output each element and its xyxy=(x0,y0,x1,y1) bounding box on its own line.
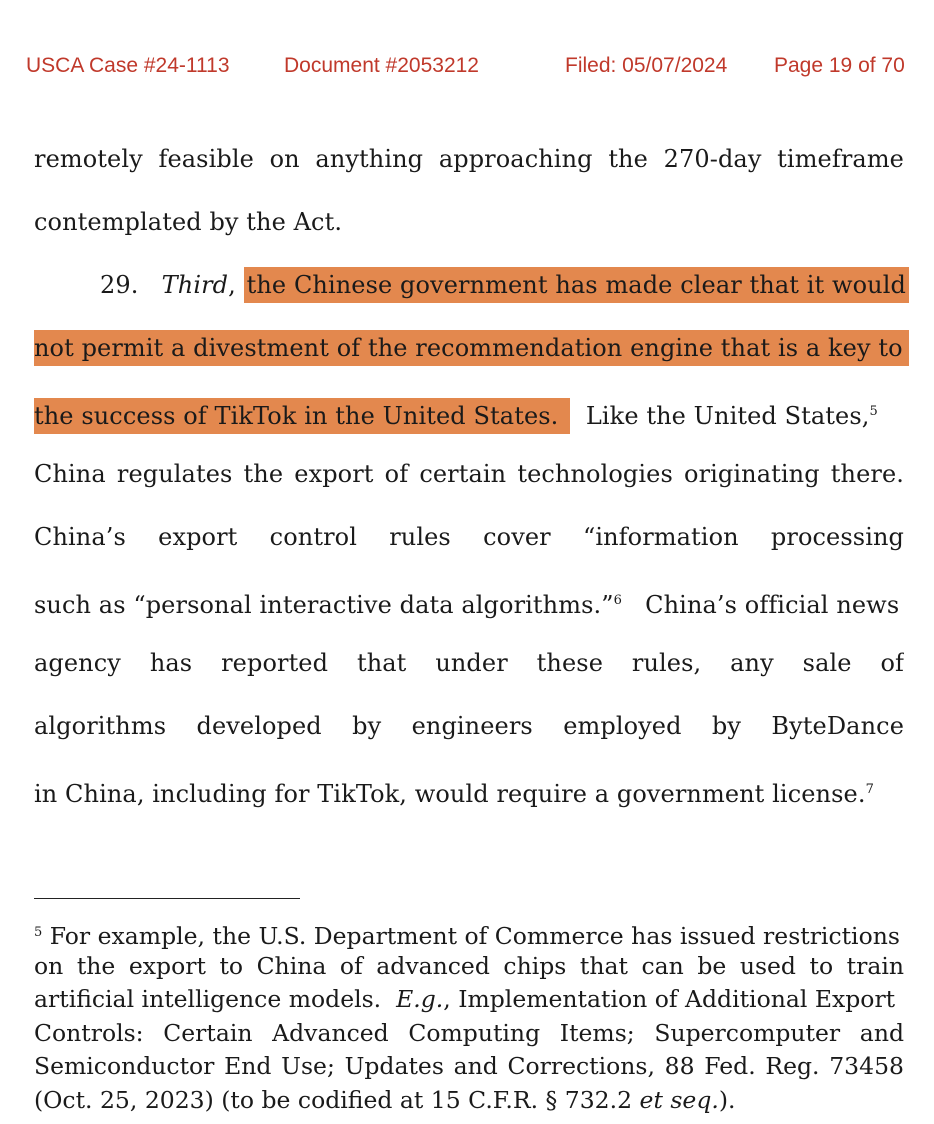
footnote-divider xyxy=(34,898,300,899)
body-line xyxy=(34,380,904,443)
footnote-line: on the export to China of advanced chips that can be used to train xyxy=(34,951,904,980)
footnote-line: Controls: Certain Advanced Computing Items; Supercomputer and xyxy=(34,1018,904,1047)
body-text-fragment: in China, including for TikTok, would require a government license. xyxy=(34,780,866,808)
footnote-number: 5 xyxy=(34,925,43,940)
body-line: agency has reported that under these rules, any sale of xyxy=(34,649,904,677)
footnote-5 xyxy=(34,916,904,1117)
highlighted-text[interactable]: the Chinese government has made clear that it would xyxy=(244,267,909,303)
body-text-fragment: China’s official news xyxy=(645,591,900,619)
footnote-line xyxy=(34,983,904,1017)
footnote-text: ). xyxy=(718,1085,736,1114)
footnote-line: Semiconductor End Use; Updates and Corrections, 88 Fed. Reg. 73458 xyxy=(34,1052,904,1080)
body-line: remotely feasible on anything approaching the 270-day timeframe xyxy=(34,145,904,173)
paragraph-number: 29. xyxy=(100,271,139,299)
highlighted-text[interactable]: not permit a divestment of the recommendation engine that is a key to xyxy=(34,330,909,366)
footnote-text: , Implementation of Additional Export xyxy=(443,985,896,1013)
comma: , xyxy=(228,271,236,299)
footnote-text: For example, the U.S. Department of Commerce has issued restrictions xyxy=(49,922,900,950)
body-text-fragment: such as “personal interactive data algorithms.” xyxy=(34,591,614,619)
footnote-line xyxy=(34,1084,904,1118)
case-number: USCA Case #24-1113 xyxy=(26,54,230,77)
body-line xyxy=(34,317,904,380)
et-seq-italic: et seq. xyxy=(639,1085,719,1114)
footnote-ref[interactable]: 5 xyxy=(869,404,878,419)
third-italic: Third xyxy=(161,271,229,299)
case-header xyxy=(0,50,934,84)
body-line xyxy=(34,569,904,632)
body-line: China regulates the export of certain technologies originating there. xyxy=(34,460,904,488)
footnote-line xyxy=(34,916,904,950)
footnote-text: (Oct. 25, 2023) (to be codified at 15 C.F.R. § 732.2 xyxy=(34,1085,633,1114)
body-line: algorithms developed by engineers employed by ByteDance xyxy=(34,712,904,740)
footnote-ref[interactable]: 7 xyxy=(865,782,874,797)
footnote-ref[interactable]: 6 xyxy=(613,593,622,608)
body-line: contemplated by the Act. xyxy=(34,208,343,236)
body-line: China’s export control rules cover “information processing xyxy=(34,523,904,551)
document-number: Document #2053212 xyxy=(284,54,479,77)
paragraph-29-start xyxy=(34,254,904,317)
eg-italic: E.g. xyxy=(396,985,444,1013)
highlighted-text[interactable]: the success of TikTok in the United States. xyxy=(34,398,570,434)
body-text-fragment: Like the United States, xyxy=(585,402,870,430)
page-indicator: Page 19 of 70 xyxy=(774,54,905,77)
footnote-text: artificial intelligence models. xyxy=(34,985,382,1013)
filed-date: Filed: 05/07/2024 xyxy=(565,54,728,77)
body-line xyxy=(34,758,904,821)
body-text xyxy=(34,128,904,821)
